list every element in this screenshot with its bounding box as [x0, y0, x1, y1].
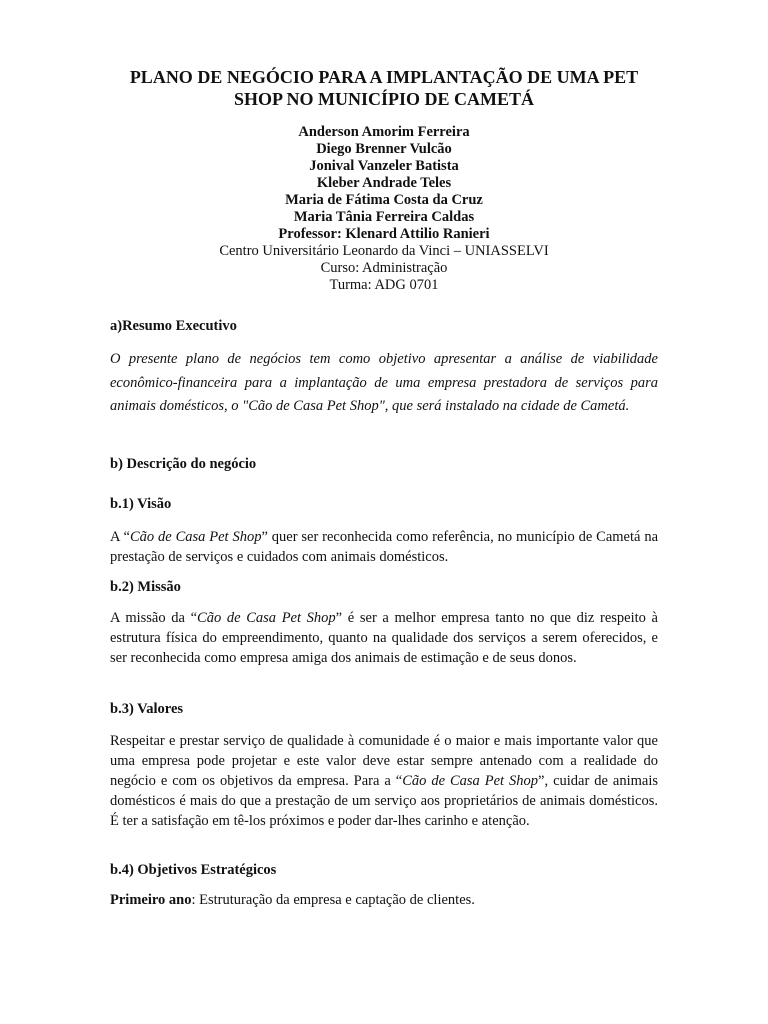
heading-missao: b.2) Missão	[110, 579, 181, 595]
author-name: Kleber Andrade Teles	[316, 175, 452, 191]
heading-descricao: b) Descrição do negócio	[110, 456, 257, 472]
document-title	[100, 66, 668, 110]
paragraph-valores	[110, 731, 658, 831]
company-name: Cão de Casa Pet Shop	[129, 529, 262, 545]
paragraph-visao	[110, 527, 658, 567]
text-run: A missão da “	[110, 610, 198, 626]
author-block	[100, 124, 668, 294]
text-run: ” quer ser reconhecida como referência, no município de Cametá na prestação de serviços e cuidados com animais domésticos.	[110, 529, 659, 565]
text-run: : Estruturação da empresa e captação de clientes.	[191, 892, 475, 908]
institution-name: Centro Universitário Leonardo da Vinci – UNIASSELVI	[219, 243, 549, 259]
paragraph-resumo: O presente plano de negócios tem como objetivo apresentar a análise de viabilidade econômico-financeira para a implantação de uma empresa prestadora de serviços para animais domésticos, o "Cão de Casa Pet Shop", que será instalado na cidade de Cametá.	[110, 351, 658, 414]
heading-valores: b.3) Valores	[110, 701, 184, 717]
text-run: ” é ser a melhor empresa tanto no que diz respeito à estrutura física do empreendimento, quanto na qualidade dos serviços a serem oferecidos, e ser reconhecida como empresa amiga dos animais de estimação e de seus donos.	[110, 610, 658, 666]
course-name: Curso: Administração	[320, 260, 448, 276]
author-name: Maria Tânia Ferreira Caldas	[293, 209, 475, 225]
professor-name: Professor: Klenard Attilio Ranieri	[278, 226, 490, 242]
text-run: A “	[110, 529, 130, 545]
company-name: Cão de Casa Pet Shop	[197, 610, 336, 626]
author-name: Maria de Fátima Costa da Cruz	[285, 192, 483, 208]
heading-visao: b.1) Visão	[110, 496, 172, 512]
company-name: Cão de Casa Pet Shop	[402, 773, 539, 789]
author-name: Diego Brenner Vulcão	[316, 141, 452, 157]
author-name: Jonival Vanzeler Batista	[309, 158, 459, 174]
heading-objetivos: b.4) Objetivos Estratégicos	[110, 862, 277, 878]
title-line-2: SHOP NO MUNICÍPIO DE CAMETÁ	[233, 89, 534, 109]
author-name: Anderson Amorim Ferreira	[298, 124, 470, 140]
text-run: Respeitar e prestar serviço de qualidade à comunidade é o maior e mais importante valor que uma empresa pode projetar e este valor deve estar sempre antenado com a realidade do negócio e com os objetivos da empresa. Para a “	[110, 733, 658, 789]
title-line-1: PLANO DE NEGÓCIO PARA A IMPLANTAÇÃO DE UMA PET	[129, 67, 639, 87]
class-name: Turma: ADG 0701	[329, 277, 439, 293]
heading-resumo: a)Resumo Executivo	[110, 318, 237, 334]
paragraph-missao	[110, 608, 658, 668]
paragraph-primeiro-ano	[110, 890, 658, 910]
primeiro-ano-label: Primeiro ano	[110, 892, 192, 908]
text-run: ”, cuidar de animais domésticos é mais do que a prestação de um serviço aos proprietários de animais domésticos. É ter a satisfação em tê-los próximos e poder dar-lhes carinho e atenção.	[110, 773, 658, 829]
